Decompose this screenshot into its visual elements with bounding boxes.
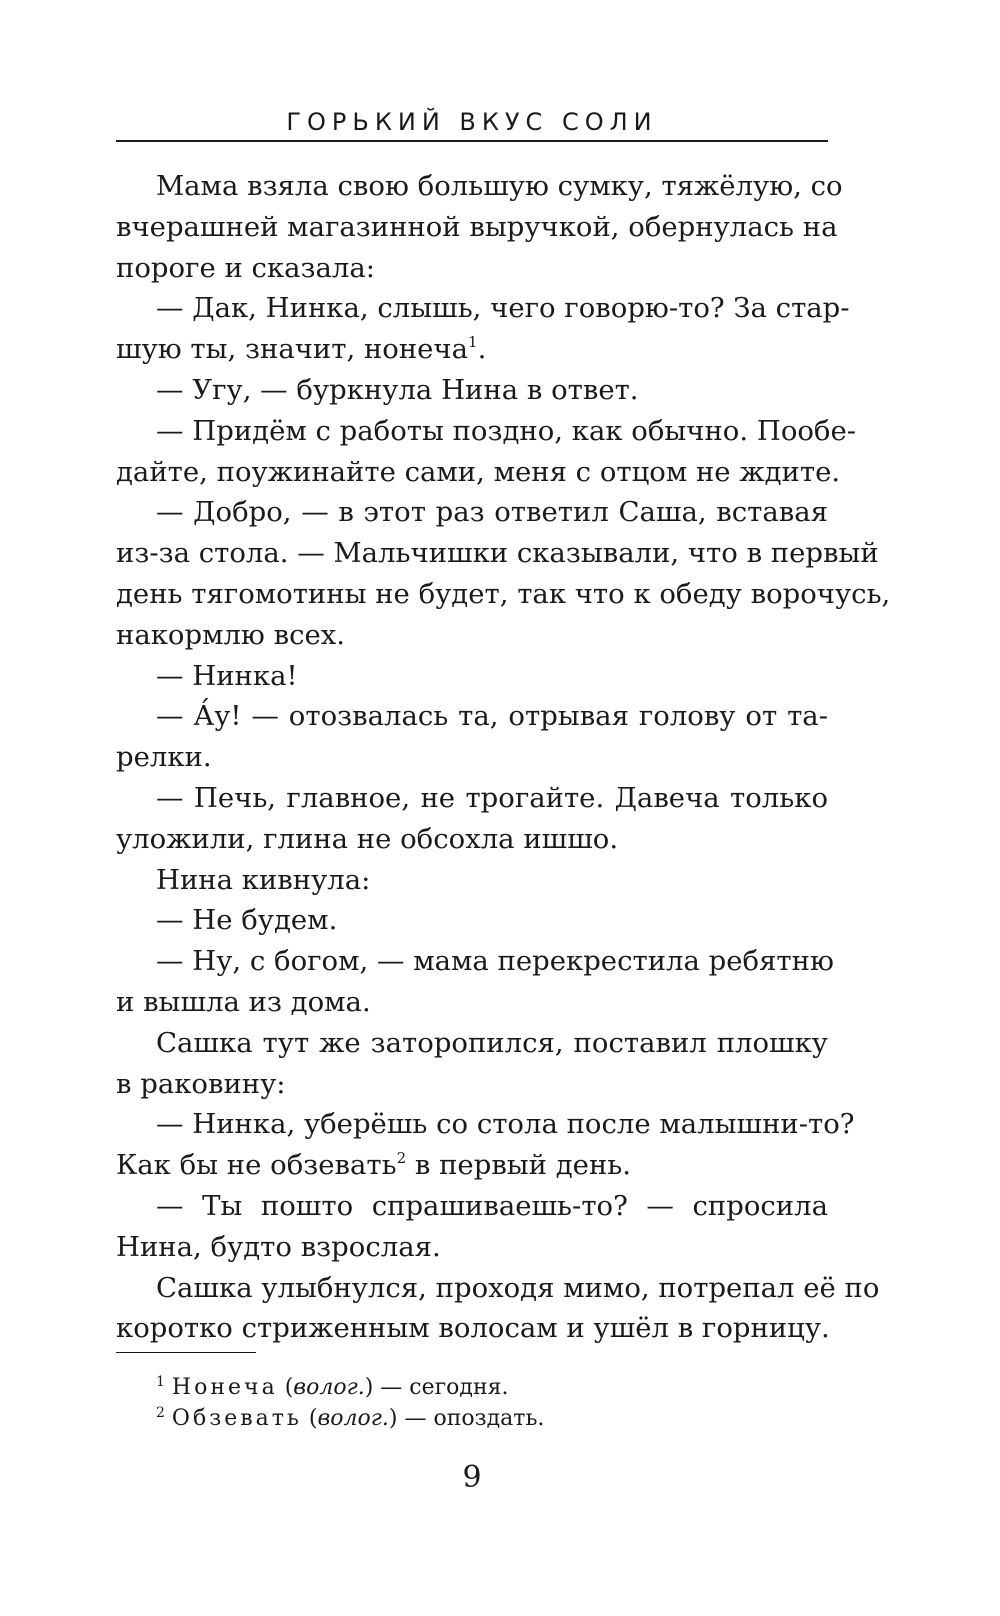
text-line-content: — Добро, — в этот раз ответил Саша, вставая: [156, 496, 828, 529]
text-line: [116, 1308, 828, 1349]
text-line-tail: .: [477, 333, 487, 366]
text-line: [116, 1104, 855, 1145]
text-line-content: дайте, поужинайте сами, меня с отцом не ждите.: [116, 455, 841, 488]
footnote-rule: [116, 1352, 256, 1353]
text-line: [116, 1023, 828, 1064]
footnote-marker: 2: [396, 1149, 407, 1168]
text-line: [116, 288, 850, 329]
text-line-content: Мама взяла свою большую сумку, тяжёлую, со: [156, 170, 843, 202]
text-line-content: вчерашней магазинной выручкой, обернулась на: [116, 210, 838, 243]
text-line-content: Сашка улыбнулся, проходя мимо, потрепал её по: [156, 1271, 880, 1304]
footnote-region-tag: волог.: [293, 1375, 365, 1400]
text-line-content: — Нинка!: [156, 659, 298, 692]
text-line: [116, 819, 828, 860]
text-line-content: день тягомотины не будет, так что к обеду ворочусь,: [116, 577, 891, 610]
text-line: [116, 941, 834, 982]
text-line: [116, 696, 828, 737]
footnote-region-tag: волог.: [317, 1406, 389, 1431]
footnote-number: 2: [156, 1405, 165, 1421]
text-line: [116, 778, 828, 819]
text-line: [116, 615, 828, 656]
text-line-content: уложили, глина не обсохла ишшо.: [116, 822, 619, 855]
running-head: ГОРЬКИЙ ВКУС СОЛИ: [286, 108, 658, 136]
text-line-content: — Не будем.: [156, 904, 338, 937]
text-line: [116, 1145, 828, 1186]
text-line-content: — А́у! — отозвалась та, отрывая голову от та-: [156, 700, 828, 733]
footnote-definition: — опоздать.: [397, 1406, 545, 1431]
footnote-marker: 1: [468, 333, 478, 352]
text-line: [116, 1186, 828, 1227]
text-line-content: в раковину:: [116, 1067, 286, 1100]
text-line-content: Как бы не обзевать: [116, 1149, 397, 1182]
text-line: [116, 1227, 828, 1268]
footnote-number: 1: [156, 1374, 165, 1390]
text-line-content: и вышла из дома.: [116, 985, 371, 1018]
text-line-content: — Угу, — буркнула Нина в ответ.: [156, 373, 639, 406]
header-rule: [116, 140, 828, 142]
text-line-content: Нина кивнула:: [156, 863, 371, 896]
text-line-content: Нина, будто взрослая.: [116, 1230, 441, 1263]
text-line: [116, 860, 828, 901]
text-line-content: — Придём с работы поздно, как обычно. Пообе-: [156, 414, 857, 447]
text-line-content: из-за стола. — Мальчишки сказывали, что в первый: [116, 537, 879, 570]
footnote: $^1$ Нонеча (волог.) — сегодня.: [156, 1374, 509, 1400]
text-line: [116, 533, 879, 574]
text-line-content: — Дак, Нинка, слышь, чего говорю-то? За стар-: [156, 292, 850, 325]
text-line: [116, 452, 841, 493]
page-number: 9: [462, 1460, 482, 1495]
text-line: [116, 411, 857, 452]
text-line-content: — Печь, главное, не трогайте. Давеча только: [156, 781, 828, 814]
text-line-content: — Нинка, уберёшь со стола после малышни-то?: [156, 1108, 855, 1141]
text-line: [116, 1064, 828, 1105]
text-line-content: — Ты пошто спрашиваешь-то? — спросила: [156, 1189, 828, 1222]
footnote: $^2$ Обзевать (волог.) — опоздать.: [156, 1405, 545, 1431]
body-text: [116, 166, 891, 1349]
text-line-content: Сашка тут же заторопился, поставил плошку: [156, 1026, 828, 1059]
text-line: [116, 1268, 880, 1309]
text-line: [116, 370, 828, 411]
text-line-content: — Ну, с богом, — мама перекрестила ребятню: [156, 945, 834, 978]
text-line-content: шую ты, значит, нонеча: [116, 333, 469, 366]
text-line: [116, 329, 828, 370]
text-line: [116, 737, 828, 778]
text-line-tail: в первый день.: [406, 1149, 632, 1182]
footnotes: [156, 1372, 826, 1434]
text-line: [116, 656, 828, 697]
footnote-term: Обзевать: [171, 1406, 302, 1431]
footnote-term: Нонеча: [171, 1375, 278, 1400]
footnote-definition: — сегодня.: [373, 1375, 509, 1400]
text-line: [116, 248, 828, 289]
text-line: [116, 166, 843, 207]
text-line-content: накормлю всех.: [116, 618, 346, 651]
text-line-content: пороге и сказала:: [116, 251, 376, 284]
text-line-content: релки.: [116, 741, 212, 774]
text-line: [116, 982, 828, 1023]
text-line: [116, 207, 838, 248]
text-line-content: коротко стриженным волосам и ушёл в горницу.: [116, 1312, 830, 1345]
text-line: [116, 492, 828, 533]
text-line: [116, 574, 891, 615]
text-line: [116, 900, 828, 941]
